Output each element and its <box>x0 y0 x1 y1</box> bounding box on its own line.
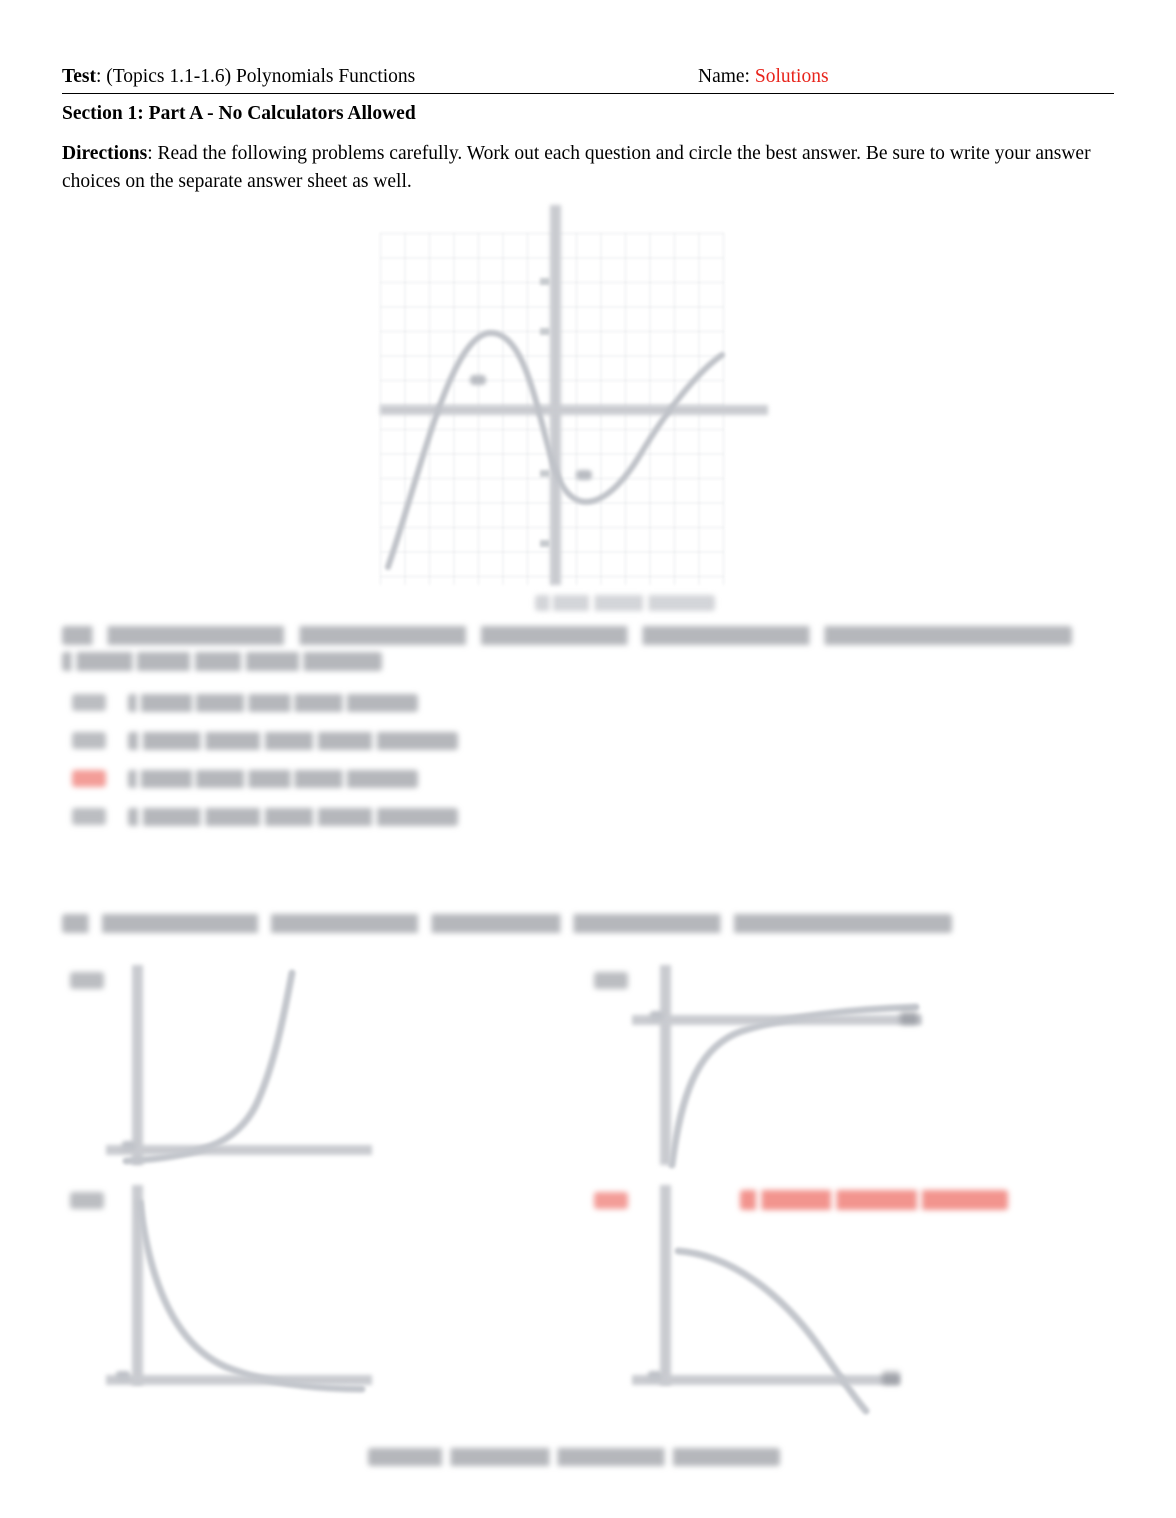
question1-choice-a-text[interactable] <box>128 694 418 712</box>
test-value: : (Topics 1.1-1.6) Polynomials Functions <box>95 66 416 87</box>
mini-a-origin-tick <box>122 1141 136 1150</box>
graph-point-b <box>576 470 592 480</box>
mini-b-curve <box>632 965 922 1195</box>
question2-choice-c-letter[interactable] <box>70 1192 104 1209</box>
section-title: Section 1: Part A - No Calculators Allowed <box>62 103 416 124</box>
name-field <box>698 62 829 92</box>
document-header <box>62 62 1114 92</box>
figure-caption <box>535 595 715 611</box>
question2-stem <box>62 914 952 933</box>
question1-choice-c-letter[interactable] <box>72 770 106 787</box>
mini-d-curve <box>632 1185 922 1415</box>
mini-b-origin-tick <box>650 1011 664 1020</box>
test-title <box>62 62 415 92</box>
question2-choice-a-letter[interactable] <box>70 972 104 989</box>
y-axis-tick-4 <box>540 540 550 547</box>
question1-stem-line2 <box>62 652 382 671</box>
page-footer <box>368 1448 780 1466</box>
question1-choice-d-letter[interactable] <box>72 808 106 825</box>
directions-label: Directions <box>62 143 148 164</box>
mini-c-origin-tick <box>116 1371 130 1380</box>
directions-paragraph <box>62 140 1112 196</box>
test-label: Test <box>62 66 96 87</box>
question1-choice-b-letter[interactable] <box>72 732 106 749</box>
question1-stem-line1 <box>62 626 1072 645</box>
graph-point-a <box>470 375 486 385</box>
question2-choice-b-letter[interactable] <box>594 972 628 989</box>
name-value: Solutions <box>754 66 829 87</box>
graph-curve <box>380 205 730 585</box>
y-axis-tick-2 <box>540 328 550 335</box>
question2-choice-d-letter[interactable] <box>594 1192 628 1209</box>
mini-a-curve <box>106 965 396 1195</box>
question2-choice-d-graph[interactable] <box>632 1185 922 1415</box>
header-divider <box>62 93 1114 94</box>
mini-c-curve <box>106 1185 396 1415</box>
figure-polynomial-graph <box>380 205 730 585</box>
question2-choice-a-graph[interactable] <box>106 965 396 1195</box>
question1-choice-d-text[interactable] <box>128 808 458 826</box>
mini-b-axis-label <box>900 1011 918 1025</box>
question2-choice-c-graph[interactable] <box>106 1185 396 1415</box>
question2-choice-b-graph[interactable] <box>632 965 922 1195</box>
question1-choice-a-letter[interactable] <box>72 694 106 711</box>
name-label: Name: <box>698 66 750 87</box>
question1-choice-c-text[interactable] <box>128 770 418 788</box>
y-axis-tick-1 <box>540 278 550 285</box>
y-axis-tick-3 <box>540 470 550 477</box>
question1-choice-b-text[interactable] <box>128 732 458 750</box>
directions-text: : Read the following problems carefully. Work out each question and circle the best answer. Be sure to write your answer choices on the separate answer sheet as well. <box>62 143 1091 192</box>
mini-d-axis-label <box>882 1371 900 1385</box>
mini-d-origin-tick <box>648 1371 662 1380</box>
